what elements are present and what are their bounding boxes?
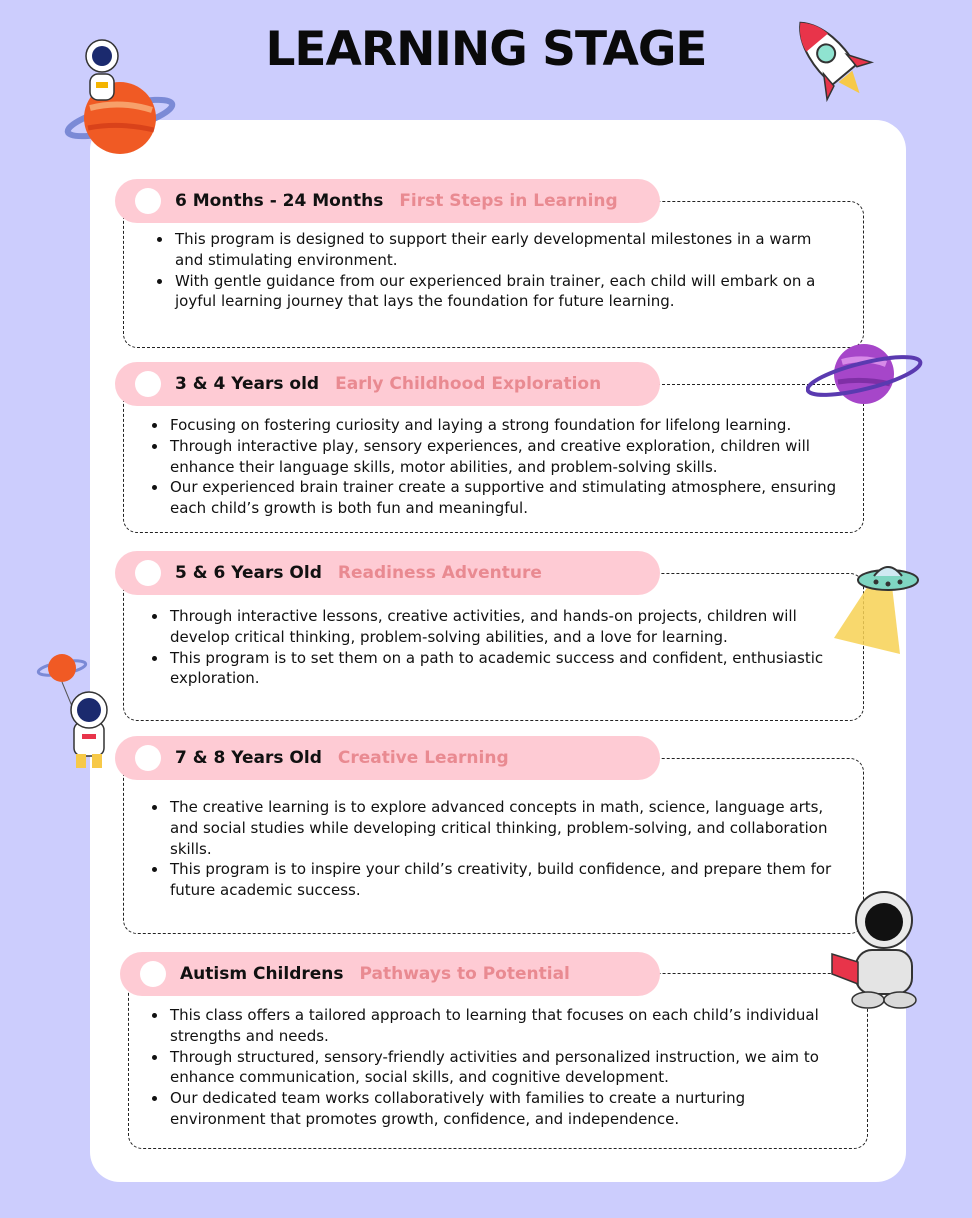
stage-header: [115, 362, 660, 406]
stage-bullets: [152, 415, 842, 519]
stage-name: Creative Learning: [337, 748, 509, 768]
list-item: Our dedicated team works collaboratively with families to create a nurturing environment that promotes growth, confidence, and independence.: [152, 1088, 842, 1130]
stage-header: [120, 952, 660, 996]
purple-planet-icon: [806, 338, 924, 410]
list-item: With gentle guidance from our experienced brain trainer, each child will embark on a joyful learning journey that lays the foundation for future learning.: [157, 271, 837, 313]
bullet-circle-icon: [135, 371, 161, 397]
stage-age: 3 & 4 Years old: [175, 374, 320, 394]
stage-name: Readiness Adventure: [337, 563, 542, 583]
stage-age: 7 & 8 Years Old: [175, 748, 322, 768]
list-item: Through interactive lessons, creative activities, and hands-on projects, children will develop critical thinking, problem-solving abilities, and a love for learning.: [152, 606, 844, 648]
stage-name: Early Childhood Exploration: [335, 374, 602, 394]
astronaut-on-planet-icon: [60, 30, 180, 160]
stage-bullets: [152, 606, 844, 689]
astronaut-reading-icon: [828, 888, 928, 1012]
stage-bullets: [157, 229, 837, 312]
stage-bullets: [152, 797, 832, 901]
stage-name: First Steps in Learning: [399, 191, 618, 211]
list-item: Through structured, sensory-friendly activities and personalized instruction, we aim to enhance communication, social skills, and cognitive development.: [152, 1047, 842, 1089]
stage-header: [115, 179, 660, 223]
list-item: Focusing on fostering curiosity and laying a strong foundation for lifelong learning.: [152, 415, 842, 436]
ufo-icon: [830, 558, 922, 658]
stage-header: [115, 736, 660, 780]
bullet-circle-icon: [140, 961, 166, 987]
bullet-circle-icon: [135, 560, 161, 586]
list-item: Our experienced brain trainer create a supportive and stimulating atmosphere, ensuring each child’s growth is both fun and meaningful.: [152, 477, 842, 519]
list-item: Through interactive play, sensory experiences, and creative exploration, children will enhance their language skills, motor abilities, and problem-solving skills.: [152, 436, 842, 478]
stage-age: 5 & 6 Years Old: [175, 563, 322, 583]
list-item: This class offers a tailored approach to learning that focuses on each child’s individual strengths and needs.: [152, 1005, 842, 1047]
bullet-circle-icon: [135, 745, 161, 771]
rocket-icon: [775, 8, 885, 108]
stage-age: Autism Childrens: [180, 964, 344, 984]
list-item: This program is designed to support their early developmental milestones in a warm and stimulating environment.: [157, 229, 837, 271]
bullet-circle-icon: [135, 188, 161, 214]
stage-age: 6 Months - 24 Months: [175, 191, 384, 211]
list-item: This program is to inspire your child’s creativity, build confidence, and prepare them for future academic success.: [152, 859, 832, 901]
stage-bullets: [152, 1005, 842, 1130]
list-item: This program is to set them on a path to academic success and confident, enthusiastic exploration.: [152, 648, 844, 690]
stage-header: [115, 551, 660, 595]
list-item: The creative learning is to explore advanced concepts in math, science, language arts, and social studies while developing critical thinking, problem-solving, and collaboration skills.: [152, 797, 832, 859]
astronaut-with-balloon-icon: [36, 650, 128, 772]
stage-name: Pathways to Potential: [359, 964, 570, 984]
page-title: LEARNING STAGE: [265, 22, 707, 77]
